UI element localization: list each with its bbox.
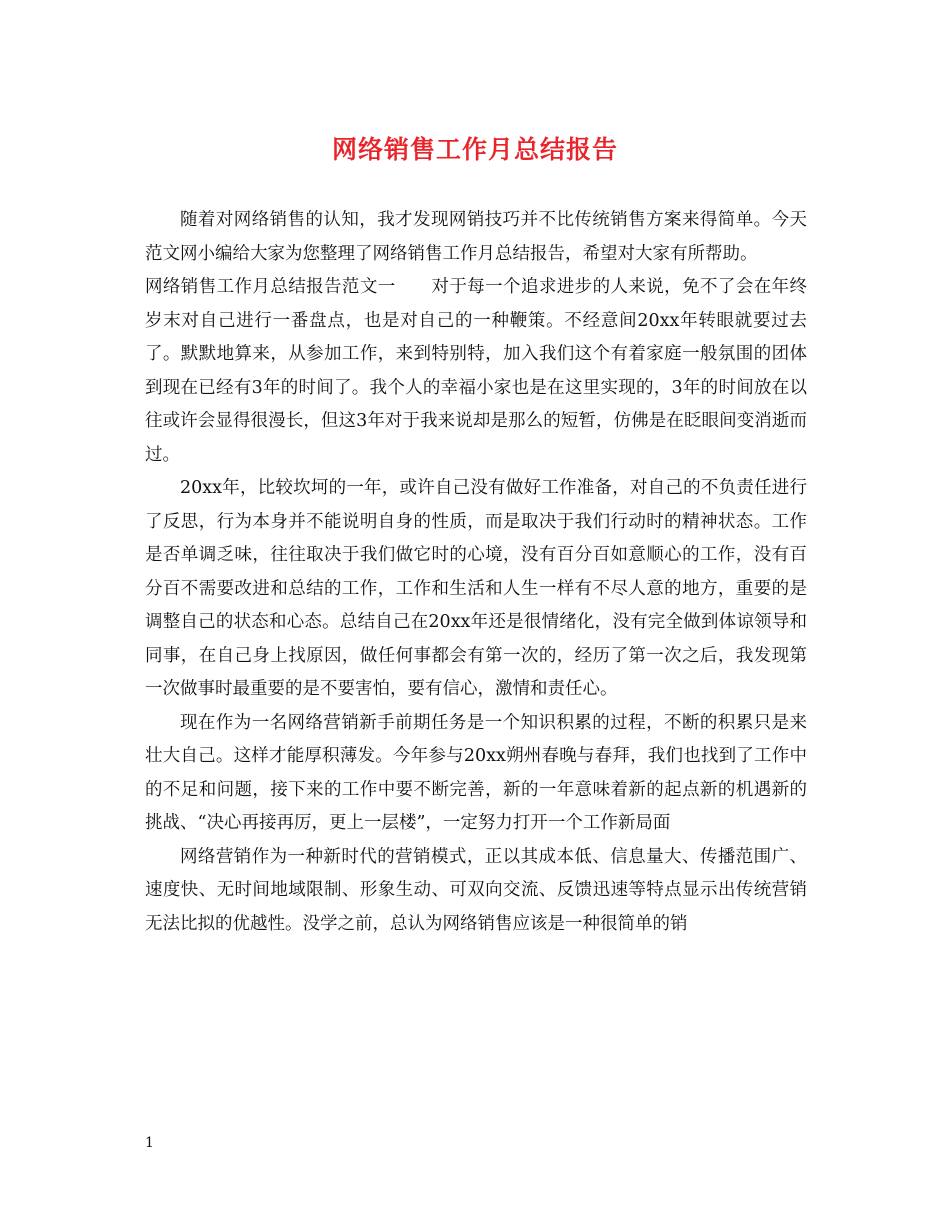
page-number: 1 xyxy=(145,1135,154,1151)
paragraph-plans: 现在作为一名网络营销新手前期任务是一个知识积累的过程，不断的积累只是来壮大自己。这样才能厚积薄发。今年参与20xx朔州春晚与春拜，我们也找到了工作中的不足和问题，接下来的工作中要不断完善，新的一年意味着新的起点新的机遇新的挑战、“决心再接再厉，更上一层楼”，一定努力打开一个工作新局面 xyxy=(145,712,807,833)
document-body xyxy=(145,204,807,941)
paragraph-intro: 随着对网络销售的认知，我才发现网销技巧并不比传统销售方案来得简单。今天范文网小编给大家为您整理了网络销售工作月总结报告，希望对大家有所帮助。 xyxy=(145,210,807,264)
document-title: 网络销售工作月总结报告 xyxy=(331,135,618,164)
paragraph-reflection: 20xx年，比较坎坷的一年，或许自己没有做好工作准备，对自己的不负责任进行了反思，行为本身并不能说明自身的性质，而是取决于我们行动时的精神状态。工作是否单调乏味，往往取决于我们做它时的心境，没有百分百如意顺心的工作，没有百分百不需要改进和总结的工作，工作和生活和人生一样有不尽人意的地方，重要的是调整自己的状态和心态。总结自己在20xx年还是很情绪化，没有完全做到体谅领导和同事，在自己身上找原因，做任何事都会有第一次的，经历了第一次之后，我发现第一次做事时最重要的是不要害怕，要有信心，激情和责任心。 xyxy=(145,478,807,699)
paragraph-marketing: 网络营销作为一种新时代的营销模式，正以其成本低、信息量大、传播范围广、速度快、无时间地域限制、形象生动、可双向交流、反馈迅速等特点显示出传统营销无法比拟的优越性。没学之前，总认为网络销售应该是一种很简单的销 xyxy=(145,846,807,934)
paragraph-sample-one: 网络销售工作月总结报告范文一 对于每一个追求进步的人来说，免不了会在年终岁末对自己进行一番盘点，也是对自己的一种鞭策。不经意间20xx年转眼就要过去了。默默地算来，从参加工作，来到特别特，加入我们这个有着家庭一般氛围的团体到现在已经有3年的时间了。我个人的幸福小家也是在这里实现的，3年的时间放在以往或许会显得很漫长，但这3年对于我来说却是那么的短暂，仿佛是在眨眼间变消逝而过。 xyxy=(145,277,807,465)
